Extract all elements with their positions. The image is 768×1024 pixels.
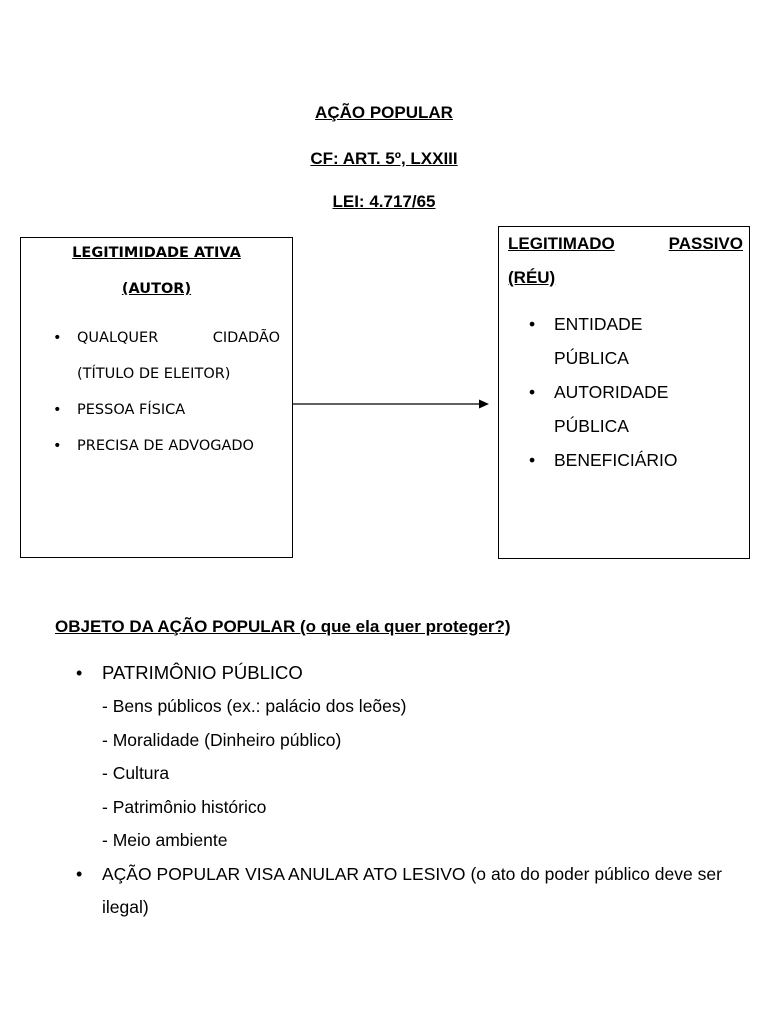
list-item-text: BENEFICIÁRIO xyxy=(554,450,678,470)
object-list xyxy=(0,656,768,925)
list-item xyxy=(0,656,722,858)
passive-legitimacy-heading xyxy=(508,234,743,254)
list-item xyxy=(499,443,749,477)
active-legitimacy-heading: LEGITIMIDADE ATIVA xyxy=(72,245,241,261)
heading-word: LEGITIMADO xyxy=(508,234,615,253)
heading-word: PASSIVO xyxy=(668,234,743,253)
list-item xyxy=(499,307,749,375)
list-item xyxy=(499,375,749,443)
object-heading: OBJETO DA AÇÃO POPULAR (o que ela quer proteger?) xyxy=(55,617,511,636)
list-item-text: ENTIDADE xyxy=(554,314,643,334)
list-item-text: QUALQUER xyxy=(77,330,159,346)
list-item-text: (TÍTULO DE ELEITOR) xyxy=(77,366,231,382)
list-item-text: PRECISA DE ADVOGADO xyxy=(77,438,254,454)
list-item-text: PÚBLICA xyxy=(554,416,629,436)
sub-item: - Moralidade (Dinheiro público) xyxy=(102,729,342,750)
bullet-icon: • xyxy=(529,382,536,402)
sub-item: - Cultura xyxy=(102,763,170,783)
passive-legitimacy-list xyxy=(499,307,749,477)
list-item-text: AÇÃO POPULAR VISA ANULAR ATO LESIVO (o ato do poder público deve ser ilegal) xyxy=(102,863,722,917)
bullet-icon: • xyxy=(529,314,536,334)
list-item xyxy=(0,858,722,925)
constitution-reference: CF: ART. 5º, LXXIII xyxy=(310,149,458,168)
law-reference: LEI: 4.717/65 xyxy=(332,192,436,211)
author-heading: (AUTOR) xyxy=(121,281,192,297)
sub-item: - Bens públicos (ex.: palácio dos leões) xyxy=(102,696,407,716)
bullet-icon: • xyxy=(76,663,83,683)
bullet-icon: • xyxy=(529,450,536,470)
list-item-text: PATRIMÔNIO PÚBLICO xyxy=(102,662,303,683)
doc-title: AÇÃO POPULAR xyxy=(315,103,453,122)
list-item-text: PÚBLICA xyxy=(554,348,629,368)
passive-legitimacy-box xyxy=(498,226,750,559)
list-item-text: CIDADÃO xyxy=(212,330,280,346)
bullet-icon: • xyxy=(53,330,62,346)
sub-item: - Meio ambiente xyxy=(102,830,228,850)
defendant-heading: (RÉU) xyxy=(508,268,556,287)
bullet-icon: • xyxy=(53,402,62,418)
bullet-icon: • xyxy=(53,438,62,454)
sub-item: - Patrimônio histórico xyxy=(102,796,267,817)
list-item-text: AUTORIDADE xyxy=(554,382,669,402)
list-item-text: PESSOA FÍSICA xyxy=(77,402,186,418)
bullet-icon: • xyxy=(76,863,83,884)
